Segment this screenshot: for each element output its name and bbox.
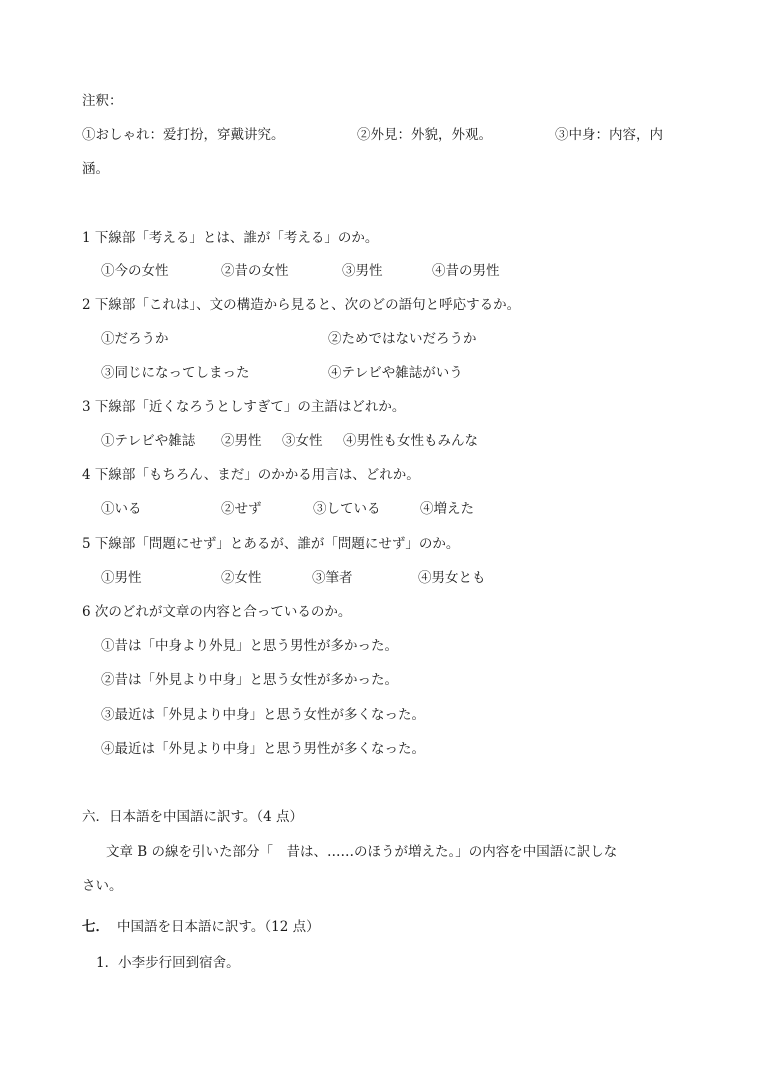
question-3-option-3: ③女性 xyxy=(282,433,323,449)
question-4-option-4: ④増えた xyxy=(420,501,474,517)
question-6-option-1: ①昔は「中身より外見」と思う男性が多かった。 xyxy=(101,638,398,654)
question-6-option-2: ②昔は「外見より中身」と思う女性が多かった。 xyxy=(101,672,398,688)
section-6-body-line-1: 文章 B の線を引いた部分「 昔は、……のほうが増えた。」の内容を中国語に訳しな xyxy=(106,844,618,860)
question-3-option-1: ①テレビや雑誌 xyxy=(101,433,196,449)
question-2-option-3: ③同じになってしまった xyxy=(101,365,250,381)
question-6: 6 次のどれが文章の内容と合っているのか。 xyxy=(82,604,352,620)
question-1-option-1: ①今の女性 xyxy=(101,263,169,279)
question-2-option-4: ④テレビや雑誌がいう xyxy=(328,365,463,381)
question-1: 1 下線部「考える」とは、誰が「考える」のか。 xyxy=(82,230,379,246)
notes-heading: 注釈： xyxy=(82,93,123,109)
question-4-option-3: ③している xyxy=(313,501,381,517)
question-3-option-4: ④男性も女性もみんな xyxy=(343,433,478,449)
question-2-option-1: ①だろうか xyxy=(101,331,169,347)
question-2: 2 下線部「これは」、文の構造から見ると、次のどの語句と呼応するか。 xyxy=(82,297,521,313)
question-1-option-2: ②昔の女性 xyxy=(221,263,289,279)
note-item-3-continued: 涵。 xyxy=(82,161,109,177)
question-4-option-2: ②せず xyxy=(221,501,262,517)
question-5-option-3: ③筆者 xyxy=(312,570,353,586)
question-3: 3 下線部「近くなろうとしすぎて」の主語はどれか。 xyxy=(82,399,406,415)
section-6-title: 六．日本語を中国語に訳す。（4 点） xyxy=(82,809,304,825)
question-5-option-4: ④男女とも xyxy=(418,570,486,586)
section-7-title: 中国語を日本語に訳す。（12 点） xyxy=(117,919,320,935)
question-5-option-1: ①男性 xyxy=(101,570,142,586)
question-1-option-4: ④昔の男性 xyxy=(432,263,500,279)
question-6-option-3: ③最近は「外見より中身」と思う女性が多くなった。 xyxy=(101,707,425,723)
note-item-1: ①おしゃれ：爱打扮，穿戴讲究。 xyxy=(82,127,285,143)
section-7-number: 七． xyxy=(82,919,109,935)
question-6-option-4: ④最近は「外見より中身」と思う男性が多くなった。 xyxy=(101,741,425,757)
question-2-option-2: ②ためではないだろうか xyxy=(328,331,477,347)
question-5: 5 下線部「問題にせず」とあるが、誰が「問題にせず」のか。 xyxy=(82,536,460,552)
note-item-2: ②外見：外貌，外观。 xyxy=(357,127,492,143)
question-4: 4 下線部「もちろん、まだ」のかかる用言は、どれか。 xyxy=(82,467,420,483)
section-6-body-line-2: さい。 xyxy=(82,878,123,894)
question-3-option-2: ②男性 xyxy=(221,433,262,449)
note-item-3: ③中身：内容，内 xyxy=(555,127,663,143)
question-5-option-2: ②女性 xyxy=(221,570,262,586)
section-7-item-1: 1．小李步行回到宿舍。 xyxy=(96,955,240,971)
question-4-option-1: ①いる xyxy=(101,501,142,517)
question-1-option-3: ③男性 xyxy=(342,263,383,279)
